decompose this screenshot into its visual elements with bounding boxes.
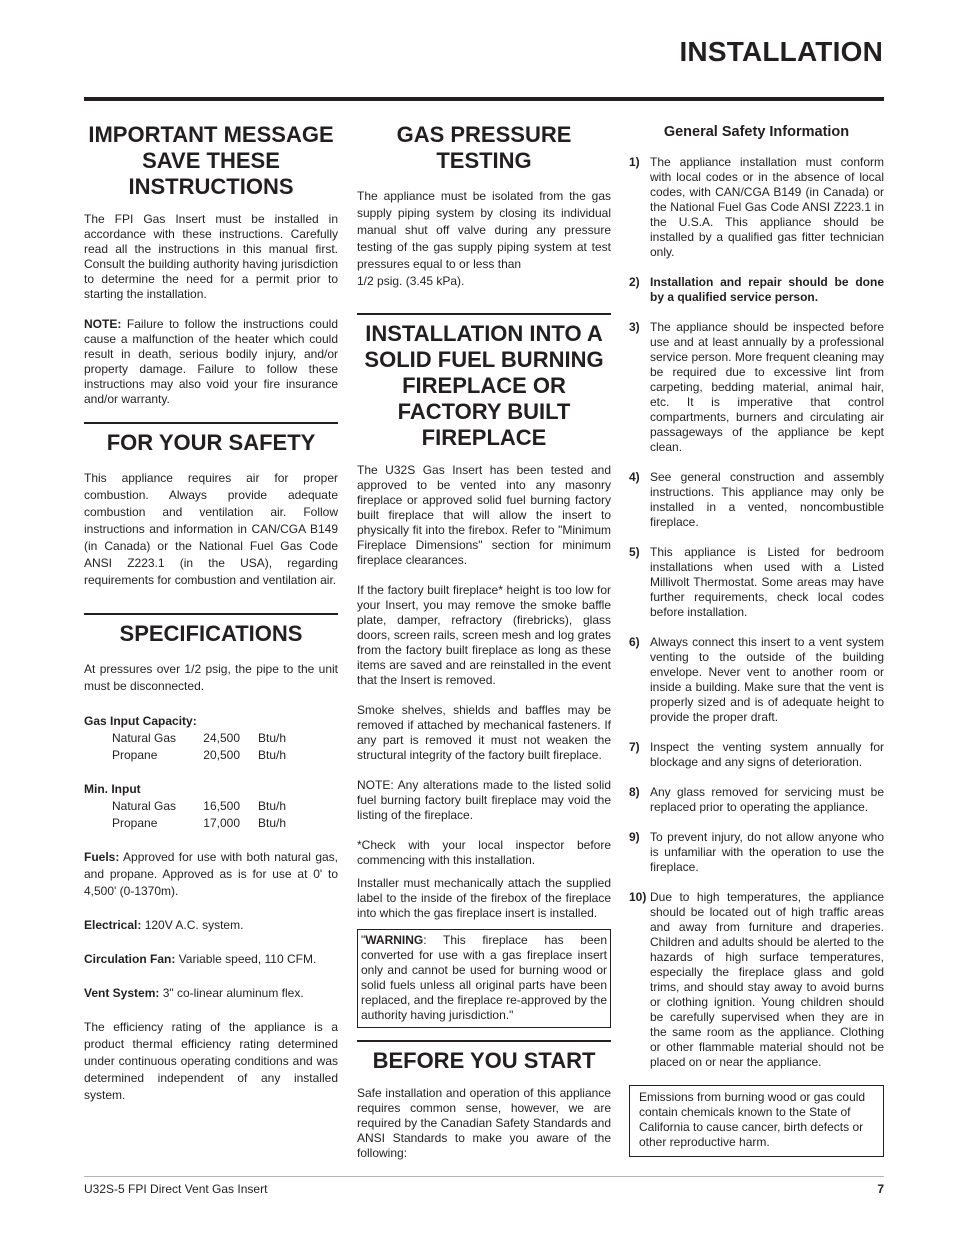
gas-pressure-body: The appliance must be isolated from the gas supply piping system by closing its individual manual shut off valve during any pressure testing of the gas supply piping system at test pressures equal to or less than 1/2 psig. (3.45 kPa). <box>357 189 611 288</box>
spec-row: Natural Gas 24,500 Btu/h <box>112 731 287 745</box>
section-rule <box>357 313 611 315</box>
warning-box: "WARNING: This fireplace has been converted for use with a gas fireplace insert only and cannot be used for burning wood or solid fuels unless all original parts have been replaced, and the fireplace re-approved by the authority having jurisdiction." <box>357 929 611 1028</box>
top-rule <box>84 97 884 101</box>
column-1 <box>84 122 338 1119</box>
specifications-heading: SPECIFICATIONS <box>119 621 303 646</box>
spec-row: Propane 20,500 Btu/h <box>112 748 287 762</box>
before-paragraph: Safe installation and operation of this appliance requires common sense, however, we are required by the Canadian Safety Standards and ANSI Standards to make you aware of the following: <box>357 1086 611 1160</box>
important-note: NOTE: Failure to follow the instructions could cause a malfunction of the heater which could result in death, serious bodily injury, and/or property damage. Failure to follow these instructions may also void your fire insurance and/or warranty. <box>84 317 338 406</box>
page-number: 7 <box>877 1182 884 1196</box>
electrical-text: Electrical: 120V A.C. system. <box>84 918 244 932</box>
section-rule <box>84 422 338 424</box>
general-safety-heading: General Safety Information <box>663 124 850 140</box>
important-heading: IMPORTANT MESSAGE SAVE THESE INSTRUCTIONS <box>88 122 334 199</box>
footer-title: U32S-5 FPI Direct Vent Gas Insert <box>84 1182 268 1196</box>
gas-input-block: Gas Input Capacity: Natural Gas 24,500 Btu/h Propane 20,500 Btu/h <box>84 713 338 764</box>
list-item: 2) Installation and repair should be done by a qualified service person. <box>629 275 884 304</box>
list-item: 1) The appliance installation must conform with local codes or in the absence of local codes, with CAN/CGA B149 (in Canada) or the National Fuel Gas Code ANSI Z223.1 in the U.S.A. This appliance should be installed by a qualified gas fitter technician only. <box>629 155 884 259</box>
important-paragraph: The FPI Gas Insert must be installed in accordance with these instructions. Carefully read all the instructions in this manual first. Consult the building authority having jurisdiction to determine the need for a permit prior to starting the installation. <box>84 212 338 301</box>
footer-rule <box>84 1176 884 1177</box>
efficiency-text: The efficiency rating of the appliance is a product thermal efficiency rating determined under continuous operating conditions and was determined independent of any installed system. <box>84 1020 338 1102</box>
fan-text: Circulation Fan: Variable speed, 110 CFM. <box>84 952 317 966</box>
safety-paragraph: This appliance requires air for proper combustion. Always provide adequate combustion and ventilation air. Follow instructions and information in CAN/CGA B149 (in Canada) or the National Fuel Gas Code ANSI Z223.1 (in the USA), regarding requirements for combustion and ventilation air. <box>84 471 338 587</box>
emissions-box: Emissions from burning wood or gas could contain chemicals known to the State of California to cause cancer, birth defects or other reproductive harm. <box>629 1085 884 1157</box>
gas-pressure-heading: GAS PRESSURE TESTING <box>396 122 572 173</box>
fuels-text: Fuels: Approved for use with both natural gas, and propane. Approved as is for use at 0' to 4,500' (0-1370m). <box>84 850 338 898</box>
safety-list <box>629 155 884 1070</box>
vent-text: Vent System: 3" co-linear aluminum flex. <box>84 986 304 1000</box>
spec-row: Propane 17,000 Btu/h <box>112 816 287 830</box>
before-heading: BEFORE YOU START <box>372 1048 596 1073</box>
section-rule <box>357 1040 611 1042</box>
important-body <box>84 212 338 407</box>
install-into-body: The U32S Gas Insert has been tested and approved to be vented into any masonry fireplace or approved solid fuel burning factory built fireplace that will allow the insert to physically fit into the firebox. Refer to "Minimum Fireplace Dimensions" section for minimum fireplace clearances. If the factory built fireplace* height is too low for your Insert, you may remove the smoke baffle plate, damper, refractory (firebricks), glass doors, screen rails, screen mesh and log grates from the factory built fireplace as long as these items are saved and are reinstalled in the event that the Insert is removed. Smoke shelves, shields and baffles may be removed if attached by mechanical fasteners. If any part is removed it must not weaken the structural integrity of the factory built fireplace. NOTE: Any alterations made to the listed solid fuel burning factory built fireplace may void the listing of the fireplace. *Check with your local inspector before commencing with this installation. Installer must mechanically attach the supplied label to the inside of the firebox of the fireplace into which the gas fireplace insert is installed. <box>357 463 611 920</box>
safety-heading: FOR YOUR SAFETY <box>106 430 316 455</box>
list-item: 3) The appliance should be inspected before use and at least annually by a professional service person. More frequent cleaning may be required due to excessive lint from carpeting, bedding material, animal hair, etc. It is imperative that control compartments, burners and circulating air passageways of the appliance be kept clean. <box>629 320 884 454</box>
column-3 <box>629 124 884 1157</box>
spec-row: Natural Gas 16,500 Btu/h <box>112 799 287 813</box>
section-rule <box>84 613 338 615</box>
list-item: 5) This appliance is Listed for bedroom installations when used with a Listed Millivolt Thermostat. Some areas may have further requirements, check local codes before installation. <box>629 545 884 619</box>
list-item: 8) Any glass removed for servicing must be replaced prior to operating the appliance. <box>629 785 884 814</box>
min-input-block: Min. Input Natural Gas 16,500 Btu/h Propane 17,000 Btu/h <box>84 781 338 832</box>
list-item: 9) To prevent injury, do not allow anyone who is unfamiliar with the operation to use the fireplace. <box>629 830 884 874</box>
list-item: 4) See general construction and assembly instructions. This appliance may only be installed in a vented, noncombustible fireplace. <box>629 470 884 529</box>
install-into-heading: INSTALLATION INTO A SOLID FUEL BURNING FIREPLACE OR FACTORY BUILT FIREPLACE <box>364 321 604 450</box>
specs-intro: At pressures over 1/2 psig, the pipe to the unit must be disconnected. <box>84 662 338 693</box>
list-item: 7) Inspect the venting system annually for blockage and any signs of deterioration. <box>629 740 884 769</box>
list-item: 6) Always connect this insert to a vent system venting to the outside of the building envelope. Never vent to another room or inside a building. Make sure that the vent is properly sized and is of adequate height to provide the proper draft. <box>629 635 884 724</box>
specs-details <box>84 849 338 1104</box>
page-title: INSTALLATION <box>679 36 883 67</box>
column-2 <box>357 122 611 1161</box>
list-item: 10) Due to high temperatures, the appliance should be located out of high traffic areas and away from furniture and draperies. Children and adults should be alerted to the hazards of high surface temperatures, especially the fireplace glass and gold trims, and should stay away to avoid burns or clothing ignition. Young children should be carefully supervised when they are in the same room as the appliance. Clothing or other flammable material should not be placed on or near the appliance. <box>629 890 884 1069</box>
